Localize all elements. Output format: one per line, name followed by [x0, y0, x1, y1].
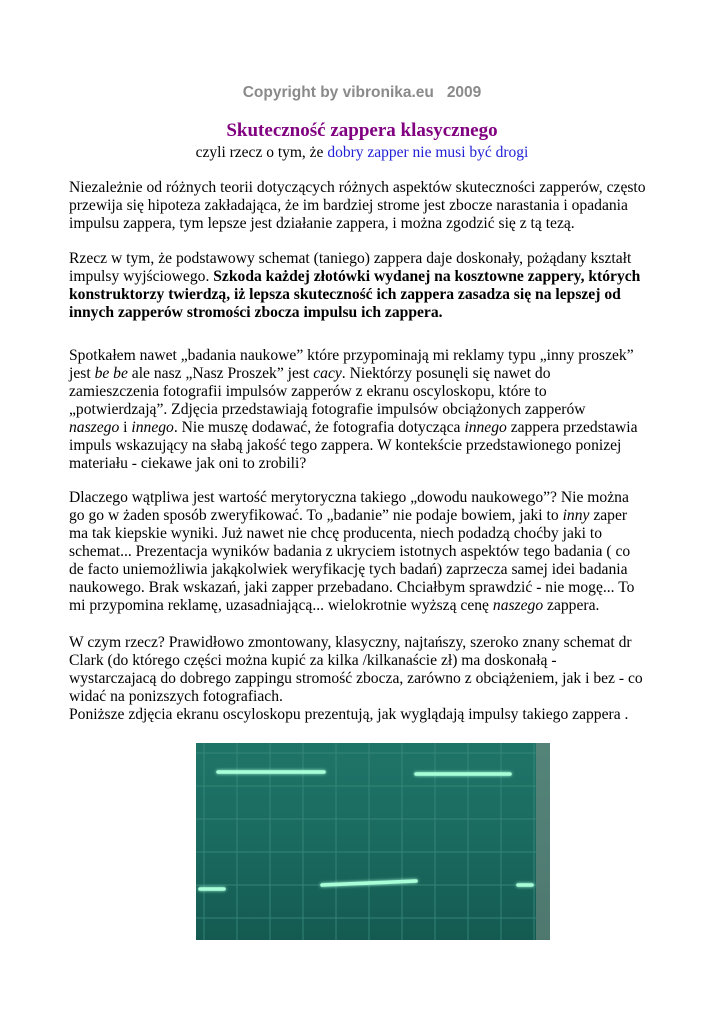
text-run: ale nasz „Nasz Proszek” jest [127, 365, 314, 382]
italic-run: innego [464, 419, 507, 436]
text-run: zappera przedstawia impuls wskazujący na słabą jakość tego zappera. W kontekście przedstawionego ponizej materiału - ciekawe jak oni to zrobili? [69, 419, 638, 472]
paragraph-2 [69, 250, 669, 322]
text-run: . Nie muszę dodawać, że fotografia dotycząca [173, 419, 465, 436]
copyright-header: Copyright by vibronika.eu 2009 [242, 84, 482, 101]
paragraph-4 [69, 489, 669, 615]
paragraph-2-bold: Szkoda każdej złotówki wydanej na kosztowne zappery, których konstruktorzy twierdzą, iż lepsza skuteczność ich zappera zasadza się na lepszej od innych zapperów stromości zbocza impulsu ich zappera. [69, 268, 641, 321]
italic-run: innego [131, 419, 174, 436]
text-run: zappera. [543, 597, 600, 614]
paragraph-5: W czym rzecz? Prawidłowo zmontowany, klasyczny, najtańszy, szeroko znany schemat dr Clark (do którego części można kupić za kilka /kilkanaście zł) ma doskonałą - wystarczajacą do dobrego zappingu stromość zbocza, zarówno z obciążeniem, jak i bez - co widać na ponizszych fotografiach. Poniższe zdjęcia ekranu oscyloskopu prezentują, jak wyglądają impulsy takiego zappera . [69, 634, 643, 723]
text-run: . Niektórzy posunęli się nawet do zamieszczenia fotografii impulsów zapperów z ekranu oscyloskopu, które to „potwierdzają”. Zdjęcia przedstawiają fotografie impulsów obciążonych zapperów [69, 365, 586, 418]
subtitle [0, 144, 724, 162]
text-run: Dlaczego wątpliwa jest wartość merytoryczna takiego „dowodu naukowego”? Nie można go go w żaden sposób zweryfikować. To „badanie” nie podaje bowiem, jaki to [69, 489, 629, 524]
italic-run: inny [562, 507, 590, 524]
italic-run: be be [94, 365, 128, 382]
paragraph-3 [69, 347, 669, 473]
subtitle-highlight: dobry zapper nie musi być drogi [327, 144, 529, 161]
oscilloscope-photo [196, 743, 550, 940]
paragraph-2-text: Rzecz w tym, że podstawowy schemat (taniego) zappera daje doskonały, pożądany kształt impulsy wyjściowego. [69, 250, 632, 285]
text-run: i [119, 419, 132, 436]
italic-run: naszego [69, 419, 120, 436]
italic-run: naszego [492, 597, 544, 614]
oscilloscope-screen [196, 743, 550, 940]
italic-run: cacy [313, 365, 342, 382]
scope-bezel [536, 743, 550, 940]
page-title: Skuteczność zappera klasycznego [226, 120, 498, 141]
subtitle-prefix: czyli rzecz o tym, że [195, 144, 328, 161]
text-run: Spotkałem nawet „badania naukowe” które przypominają mi reklamy typu „inny proszek” jest [69, 347, 634, 382]
paragraph-1: Niezależnie od różnych teorii dotyczących różnych aspektów skuteczności zapperów, często przewija się hipoteza zakładająca, że im bardziej strome jest zbocze narastania i opadania impulsu zappera, tym lepsze jest działanie zappera, i można zgodzić się z tą tezą. [69, 179, 646, 232]
text-run: zaper ma tak kiepskie wyniki. Już nawet nie chcę producenta, niech podadzą choćby jaki to schemat... Prezentacja wyników badania z ukryciem istotnych aspektów tego badania ( co de facto uniemożliwia jakąkolwiek weryfikację tych badań) zaprzecza samej idei badania naukowego. Brak wskazań, jaki zapper przebadano. Chciałbym sprawdzić - nie mogę... To mi przypomina reklamę, uzasadniającą... wielokrotnie wyższą cenę [69, 507, 635, 614]
